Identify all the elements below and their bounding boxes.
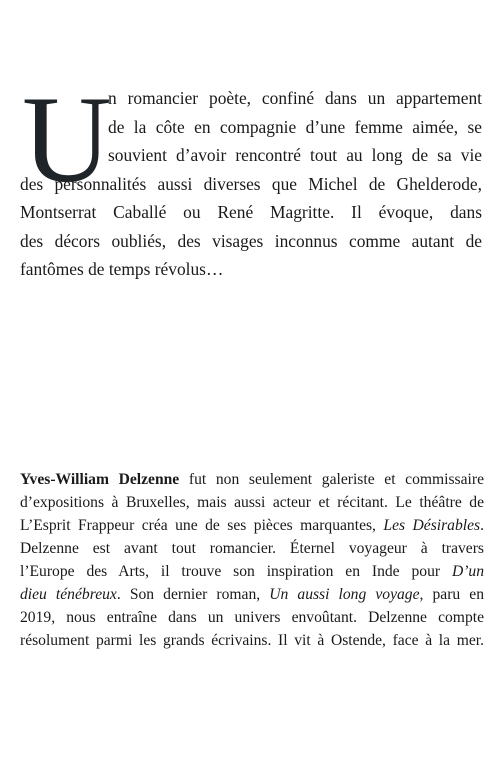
blurb-line: des personnalités aussi diverses que Michel de Ghelderode, bbox=[20, 173, 482, 194]
bio-line: résolument parmi les grands écrivains. Il vit à Ostende, face à la mer. bbox=[20, 632, 484, 649]
bio-line: d’expositions à Bruxelles, mais aussi acteur et récitant. Le théâtre de bbox=[20, 494, 484, 511]
bio-text: . bbox=[480, 517, 484, 534]
author-name: Yves-William Delzenne bbox=[20, 471, 180, 488]
bio-line bbox=[20, 468, 484, 491]
bio-line bbox=[20, 560, 484, 583]
blurb-line: souvient d’avoir rencontré tout au long de sa vie bbox=[108, 145, 482, 165]
drop-cap: U bbox=[22, 71, 112, 208]
book-blurb bbox=[20, 84, 482, 284]
bio-line bbox=[20, 514, 484, 537]
bio-line bbox=[20, 583, 484, 606]
book-title: Les Désirables bbox=[383, 517, 481, 534]
blurb-line: fantômes de temps révolus… bbox=[20, 259, 224, 279]
blurb-line: n romancier poète, confiné dans un appartement bbox=[108, 88, 482, 108]
blurb-line: des décors oubliés, des visages inconnus comme autant de bbox=[20, 230, 482, 251]
book-title: Un aussi long voyage bbox=[269, 586, 420, 603]
blurb-line: de la côte en compagnie d’une femme aimée, se bbox=[108, 116, 482, 137]
bio-text: , paru en bbox=[419, 586, 485, 603]
bio-text: . Son dernier roman, bbox=[116, 586, 270, 603]
bio-line: Delzenne est avant tout romancier. Éternel voyageur à travers bbox=[20, 540, 484, 557]
bio-text: fut non seulement galeriste et commissaire bbox=[179, 471, 484, 488]
book-title: D’un bbox=[451, 563, 484, 580]
bio-line: 2019, nous entraîne dans un univers envoûtant. Delzenne compte bbox=[20, 609, 484, 626]
bio-text: L’Esprit Frappeur créa une de ses pièces marquantes, bbox=[20, 517, 384, 534]
blurb-line: Montserrat Caballé ou René Magritte. Il évoque, dans bbox=[20, 202, 482, 222]
book-title: dieu ténébreux bbox=[20, 586, 117, 603]
bio-text: l’Europe des Arts, il trouve son inspiration en Inde pour bbox=[20, 563, 452, 580]
author-bio bbox=[20, 468, 484, 652]
